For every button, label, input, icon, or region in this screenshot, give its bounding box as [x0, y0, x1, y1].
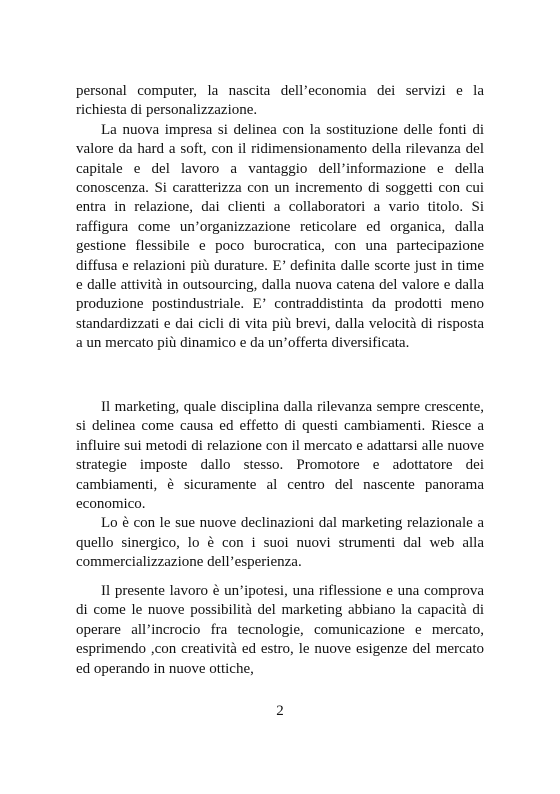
paragraph-present-work: Il presente lavoro è un’ipotesi, una riflessione e una comprova di come le nuove possibilità del marketing abbiano la capacità di operare all’incrocio fra tecnologie, comunicazione e mercato, esprimendo ,con creatività ed estro, le nuove esigenze del mercato ed operando in nuove ottiche, — [76, 583, 484, 677]
text-section-1 — [76, 82, 484, 354]
paragraph-marketing-declinations: Lo è con le sue nuove declinazioni dal marketing relazionale a quello sinergico, lo è con i suoi nuovi strumenti dal web alla commercializzazione dell’esperienza. — [76, 515, 484, 571]
paragraph-new-enterprise: La nuova impresa si delinea con la sostituzione delle fonti di valore da hard a soft, con il ridimensionamento della rilevanza del capitale e del lavoro a vantaggio dell’informazione e della conoscenza. Si caratterizza con un incremento di soggetti con cui entra in relazione, dai clienti a collaboratori a vario titolo. Si raffigura come un’organizzazione reticolare ed organica, dalla gestione flessibile e poco burocratica, con una partecipazione diffusa e relazioni più durature. E’ definita dalle scorte just in time e dalle attività in outsourcing, dalla nuova catena del valore e dalla produzione postindustriale. E’ contraddistinta da prodotti meno standardizzati e dai cicli di vita più brevi, dalla velocità di risposta a un mercato più dinamico e da un’offerta diversificata. — [76, 121, 484, 352]
text-section-3 — [76, 582, 484, 679]
paragraph-continuation: personal computer, la nascita dell’economia dei servizi e la richiesta di personalizzazione. — [76, 83, 484, 119]
paragraph-marketing-role: Il marketing, quale disciplina dalla rilevanza sempre crescente, si delinea come causa ed effetto di questi cambiamenti. Riesce a influire sui metodi di relazione con il mercato e adattarsi alle nuove strategie imposte dallo stesso. Promotore e adottatore dei cambiamenti, è sicuramente al centro del nascente panorama economico. — [76, 399, 484, 513]
page-number: 2 — [276, 703, 284, 719]
text-section-2 — [76, 398, 484, 573]
